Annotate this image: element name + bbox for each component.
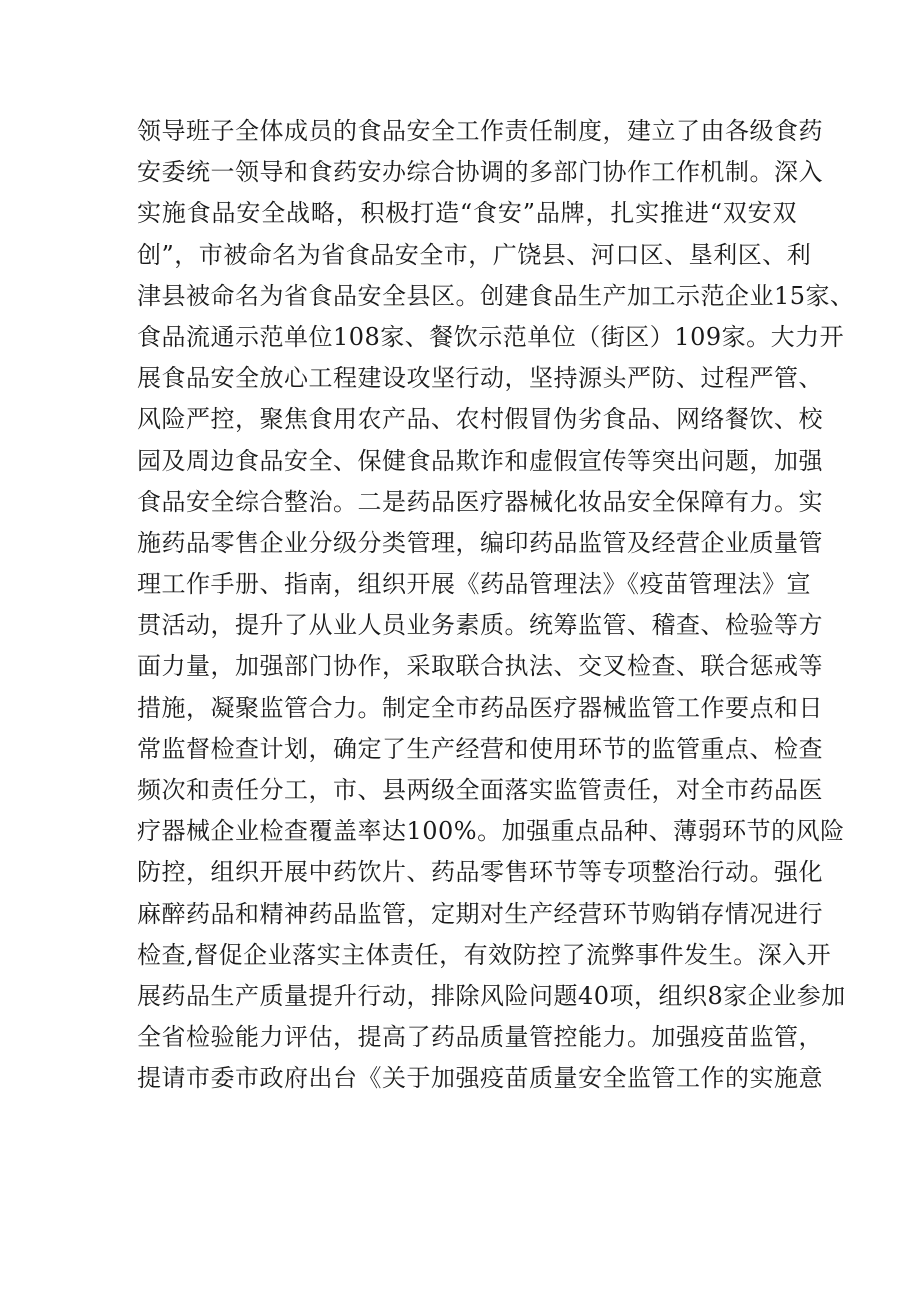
text-line: 常监督检查计划，确定了生产经营和使用环节的监管重点、检查 xyxy=(137,734,823,763)
text-line: 创”，市被命名为省食品安全市，广饶县、河口区、垦利区、利 xyxy=(137,240,812,269)
text-line: 贯活动，提升了从业人员业务素质。统筹监管、稽查、检验等方 xyxy=(137,611,823,640)
text-line: 全省检验能力评估，提高了药品质量管控能力。加强疫苗监管， xyxy=(137,1023,823,1052)
text-line: 措施，凝聚监管合力。制定全市药品医疗器械监管工作要点和日 xyxy=(137,693,823,722)
text-line: 展食品安全放心工程建设攻坚行动，坚持源头严防、过程严管、 xyxy=(137,364,823,393)
text-line: 施药品零售企业分级分类管理，编印药品监管及经营企业质量管 xyxy=(137,528,823,557)
text-line: 园及周边食品安全、保健食品欺诈和虚假宣传等突出问题，加强 xyxy=(137,446,823,475)
text-line: 津县被命名为省食品安全县区。创建食品生产加工示范企业15家、 xyxy=(137,281,855,310)
text-line: 理工作手册、指南，组织开展《药品管理法》《疫苗管理法》宣 xyxy=(137,570,811,599)
text-line: 面力量，加强部门协作，采取联合执法、交叉检查、联合惩戒等 xyxy=(137,652,823,681)
text-line: 安委统一领导和食药安办综合协调的多部门协作工作机制。深入 xyxy=(137,158,823,187)
text-line: 风险严控，聚焦食用农产品、农村假冒伪劣食品、网络餐饮、校 xyxy=(137,405,823,434)
text-line: 提请市委市政府出台《关于加强疫苗质量安全监管工作的实施意 xyxy=(137,1064,823,1093)
text-line: 检查,督促企业落实主体责任，有效防控了流弊事件发生。深入开 xyxy=(137,940,832,969)
text-line: 频次和责任分工，市、县两级全面落实监管责任，对全市药品医 xyxy=(137,776,823,804)
text-line: 疗器械企业检查覆盖率达100%。加强重点品种、薄弱环节的风险 xyxy=(137,817,845,846)
text-line: 领导班子全体成员的食品安全工作责任制度，建立了由各级食药 xyxy=(137,117,823,145)
text-line: 食品流通示范单位108家、餐饮示范单位（街区）109家。大力开 xyxy=(137,322,845,351)
text-line: 实施食品安全战略，积极打造“食安”品牌，扎实推进“双安双 xyxy=(137,199,797,228)
text-line: 麻醉药品和精神药品监管，定期对生产经营环节购销存情况进行 xyxy=(137,899,823,928)
body-text xyxy=(137,111,855,1100)
text-line: 展药品生产质量提升行动，排除风险问题40项，组织8家企业参加 xyxy=(137,981,846,1010)
text-line: 食品安全综合整治。二是药品医疗器械化妆品安全保障有力。实 xyxy=(137,487,823,516)
text-line: 防控，组织开展中药饮片、药品零售环节等专项整治行动。强化 xyxy=(137,858,823,887)
